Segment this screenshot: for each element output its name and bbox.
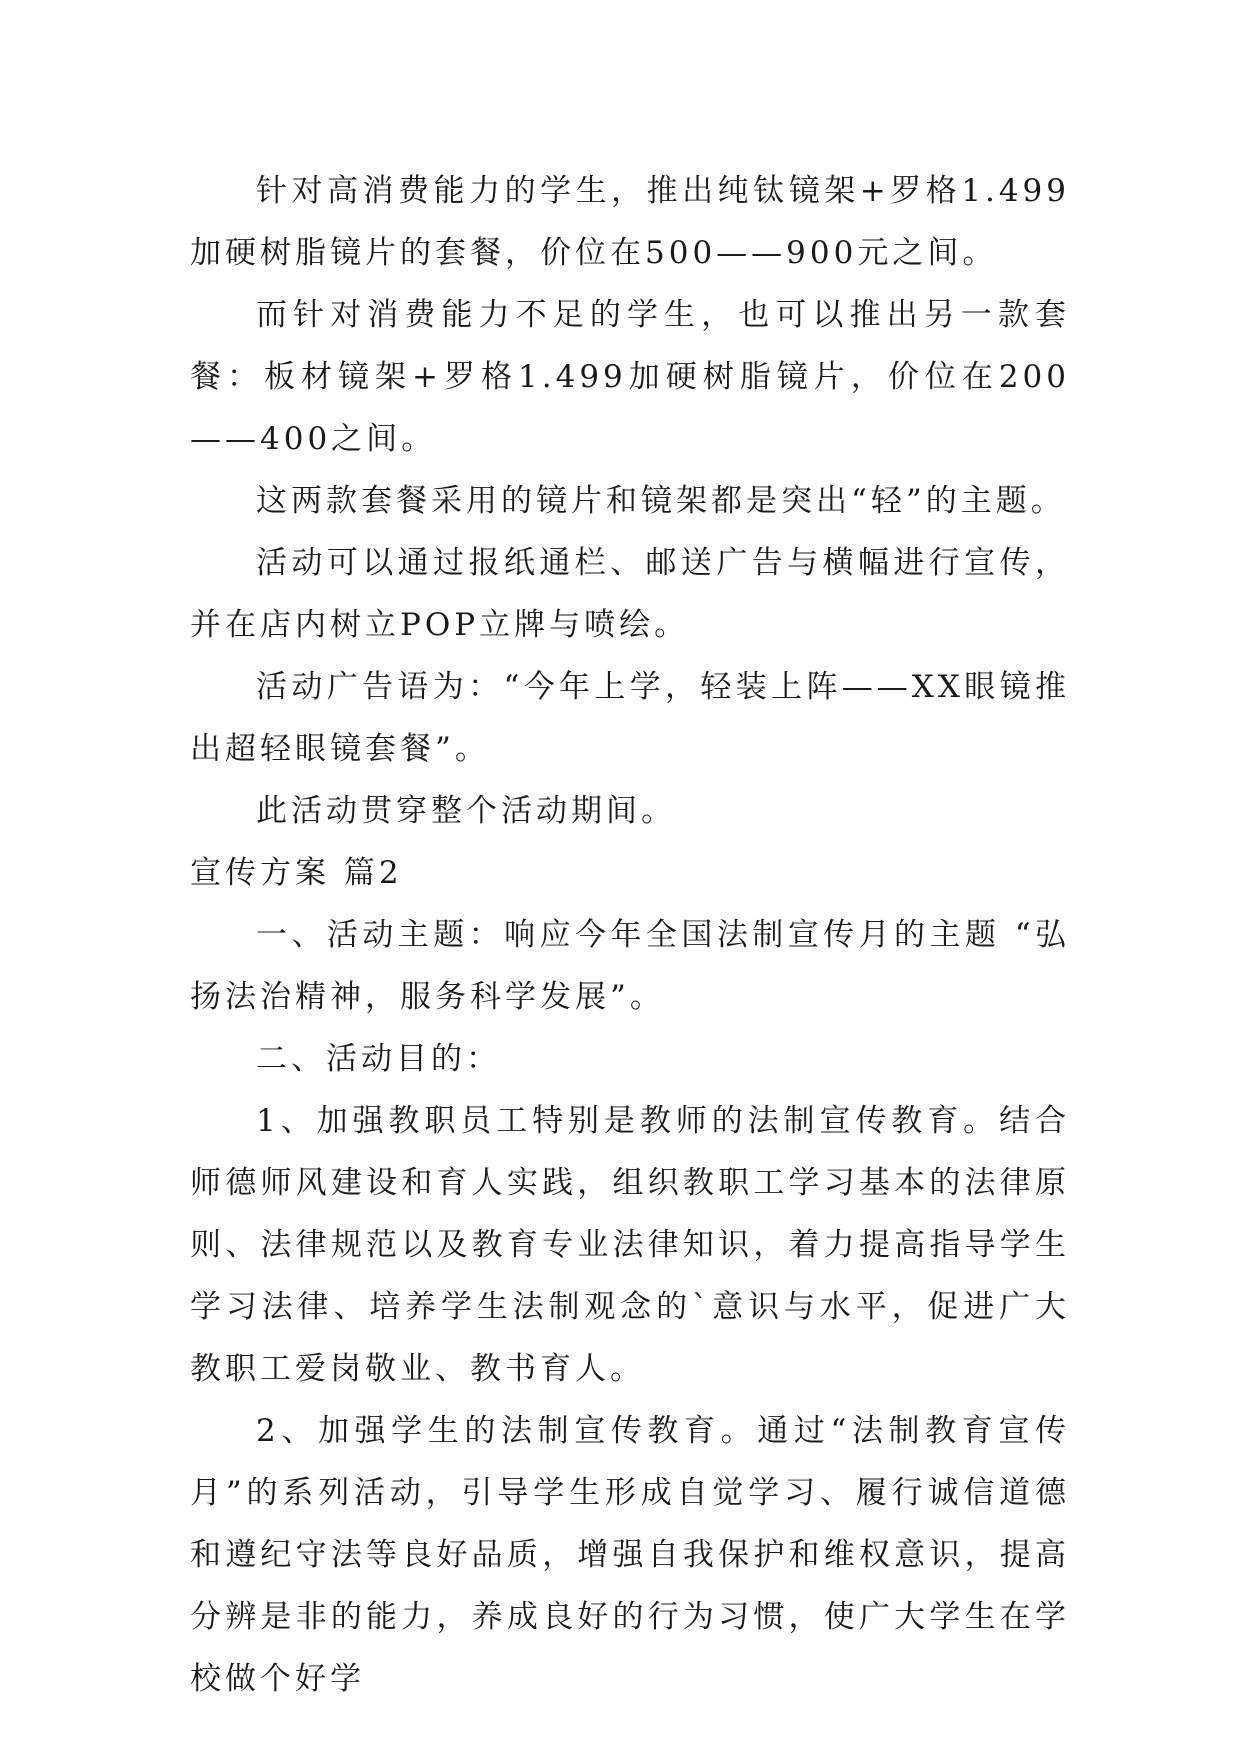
paragraph: 1、加强教职员工特别是教师的法制宣传教育。结合师德师风建设和育人实践，组织教职工学习基本的法律原则、法律规范以及教育专业法律知识，着力提高指导学生学习法律、培养学生法制观念的`意识与水平，促进广大教职工爱岗敬业、教书育人。	[190, 1103, 1070, 1387]
paragraph: 而针对消费能力不足的学生，也可以推出另一款套餐：板材镜架+罗格1.499加硬树脂镜片，价位在200——400之间。	[190, 297, 1070, 457]
paragraph: 2、加强学生的法制宣传教育。通过“法制教育宣传月”的系列活动，引导学生形成自觉学习、履行诚信道德和遵纪守法等良好品质，增强自我保护和维权意识，提高分辨是非的能力，养成良好的行为习惯，使广大学生在学校做个好学	[190, 1413, 1070, 1697]
paragraph: 一、活动主题：响应今年全国法制宣传月的主题 “弘扬法治精神，服务科学发展”。	[190, 917, 1070, 1015]
paragraph: 这两款套餐采用的镜片和镜架都是突出“轻”的主题。	[256, 483, 1066, 519]
paragraph: 活动广告语为：“今年上学，轻装上阵——XX眼镜推出超轻眼镜套餐”。	[190, 669, 1070, 767]
document-body	[190, 160, 1070, 1710]
paragraph: 针对高消费能力的学生，推出纯钛镜架+罗格1.499加硬树脂镜片的套餐，价位在500——900元之间。	[190, 173, 1070, 271]
paragraph: 活动可以通过报纸通栏、邮送广告与横幅进行宣传，并在店内树立POP立牌与喷绘。	[190, 545, 1070, 643]
paragraph: 二、活动目的：	[256, 1041, 501, 1077]
paragraph: 此活动贯穿整个活动期间。	[256, 793, 676, 829]
section-heading: 宣传方案 篇2	[190, 855, 403, 891]
